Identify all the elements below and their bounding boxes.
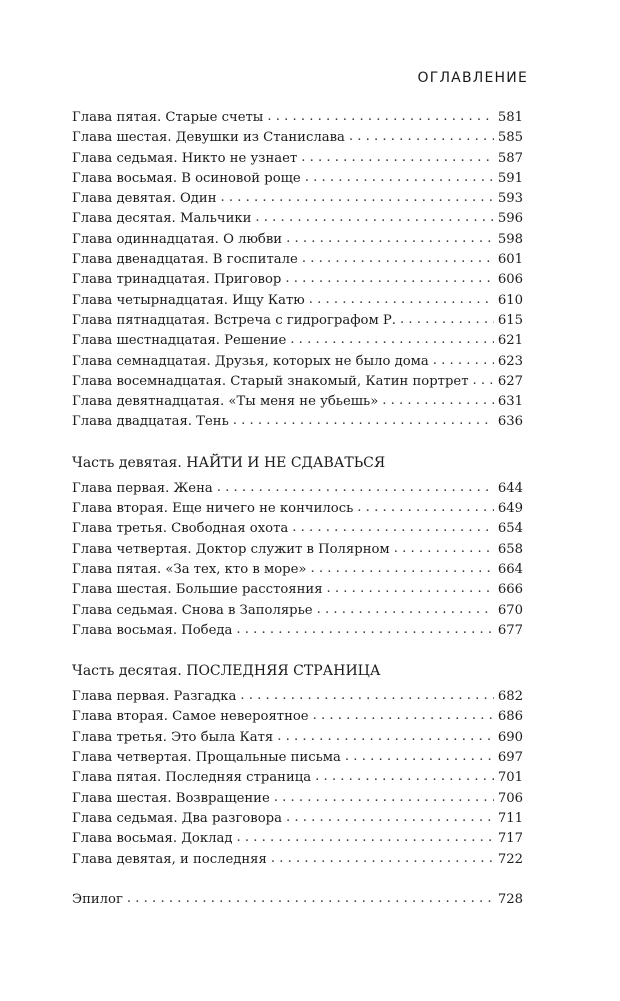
toc-entry[interactable] — [72, 352, 523, 372]
table-of-contents — [72, 108, 523, 910]
dot-leader — [433, 351, 494, 371]
entry-title: Глава третья. Свободная охота — [72, 521, 289, 537]
toc-entry[interactable] — [72, 829, 523, 849]
toc-entry[interactable] — [72, 540, 523, 560]
toc-entry[interactable] — [72, 768, 523, 788]
entry-page-number: 631 — [497, 394, 523, 410]
entry-title: Глава десятая. Мальчики — [72, 211, 252, 227]
entry-page-number: 690 — [497, 729, 523, 745]
entry-title: Глава вторая. Самое невероятное — [72, 709, 309, 725]
toc-entry[interactable] — [72, 560, 523, 580]
dot-leader — [290, 330, 494, 350]
dot-leader — [221, 188, 494, 208]
dot-leader — [309, 290, 494, 310]
toc-entry[interactable] — [72, 499, 523, 519]
entry-page-number: 623 — [497, 353, 523, 369]
entry-page-number: 585 — [497, 130, 523, 146]
entry-page-number: 627 — [497, 373, 523, 389]
entry-title: Глава седьмая. Два разговора — [72, 810, 282, 826]
dot-leader — [292, 518, 494, 538]
entry-page-number: 591 — [497, 170, 523, 186]
toc-entry[interactable] — [72, 580, 523, 600]
entry-page-number: 601 — [497, 252, 523, 268]
entry-title: Глава седьмая. Снова в Заполярье — [72, 602, 313, 618]
entry-title: Глава девятая. Один — [72, 191, 217, 207]
entry-title: Глава шестая. Большие расстояния — [72, 582, 323, 598]
entry-title: Глава восемнадцатая. Старый знакомый, Катин портрет — [72, 373, 469, 389]
entry-title: Глава двадцатая. Тень — [72, 414, 229, 430]
entry-title: Глава двенадцатая. В госпитале — [72, 252, 298, 268]
toc-entry[interactable] — [72, 209, 523, 229]
part-nine-section — [72, 453, 523, 641]
entry-title: Глава восьмая. В осиновой роще — [72, 170, 301, 186]
dot-leader — [127, 889, 494, 909]
dot-leader — [301, 148, 494, 168]
toc-entry[interactable] — [72, 412, 523, 432]
dot-leader — [286, 229, 494, 249]
dot-leader — [277, 727, 494, 747]
part-eight-entries — [72, 108, 523, 433]
toc-entry[interactable] — [72, 789, 523, 809]
part-ten-title: Часть десятая. ПОСЛЕДНЯЯ СТРАНИЦА — [72, 663, 381, 680]
entry-title: Глава вторая. Еще ничего не кончилось — [72, 501, 354, 517]
toc-entry[interactable] — [72, 149, 523, 169]
dot-leader — [255, 208, 493, 228]
dot-leader — [302, 249, 494, 269]
entry-page-number: 682 — [497, 689, 523, 705]
dot-leader — [236, 828, 493, 848]
entry-page-number: 670 — [497, 602, 523, 618]
entry-page-number: 587 — [497, 150, 523, 166]
dot-leader — [217, 478, 494, 498]
dot-leader — [317, 600, 494, 620]
toc-entry[interactable] — [72, 169, 523, 189]
toc-entry[interactable] — [72, 601, 523, 621]
dot-leader — [240, 686, 493, 706]
part-eight-section — [72, 108, 523, 433]
entry-page-number: 593 — [497, 191, 523, 207]
entry-page-number: 706 — [497, 790, 523, 806]
entry-page-number: 654 — [497, 521, 523, 537]
toc-entry[interactable] — [72, 250, 523, 270]
entry-page-number: 697 — [497, 750, 523, 766]
entry-title: Глава четырнадцатая. Ищу Катю — [72, 292, 305, 308]
dot-leader — [327, 579, 494, 599]
dot-leader — [271, 849, 494, 869]
entry-page-number: 610 — [497, 292, 523, 308]
dot-leader — [236, 620, 493, 640]
dot-leader — [349, 127, 494, 147]
dot-leader — [305, 168, 494, 188]
entry-title: Глава пятнадцатая. Встреча с гидрографом Р. — [72, 312, 396, 328]
dot-leader — [233, 411, 494, 431]
toc-entry[interactable] — [72, 728, 523, 748]
part-nine-entries — [72, 479, 523, 641]
entry-title: Глава восьмая. Победа — [72, 622, 233, 638]
entry-page-number: 615 — [497, 312, 523, 328]
dot-leader — [267, 107, 494, 127]
entry-page-number: 649 — [497, 501, 523, 517]
entry-title: Глава девятая, и последняя — [72, 851, 267, 867]
entry-title: Глава девятнадцатая. «Ты меня не убьешь» — [72, 394, 379, 410]
toc-entry[interactable] — [72, 809, 523, 829]
toc-entry[interactable] — [72, 311, 523, 331]
entry-title: Глава шестнадцатая. Решение — [72, 333, 287, 349]
toc-entry[interactable] — [72, 687, 523, 707]
entry-title: Эпилог — [72, 891, 123, 907]
toc-entry[interactable] — [72, 748, 523, 768]
dot-leader — [473, 371, 494, 391]
part-ten-section — [72, 661, 523, 870]
dot-leader — [313, 706, 494, 726]
dot-leader — [274, 788, 494, 808]
entry-page-number: 664 — [497, 561, 523, 577]
toc-entry[interactable] — [72, 189, 523, 209]
dot-leader — [310, 559, 493, 579]
entry-page-number: 636 — [497, 414, 523, 430]
entry-page-number: 596 — [497, 211, 523, 227]
entry-page-number: 621 — [497, 333, 523, 349]
entry-page-number: 598 — [497, 231, 523, 247]
dot-leader — [315, 767, 494, 787]
dot-leader — [345, 747, 494, 767]
entry-page-number: 711 — [497, 810, 523, 826]
toc-entry[interactable] — [72, 707, 523, 727]
toc-entry[interactable] — [72, 621, 523, 641]
toc-entry[interactable] — [72, 479, 523, 499]
entry-page-number: 722 — [497, 851, 523, 867]
entry-page-number: 658 — [497, 541, 523, 557]
entry-page-number: 644 — [497, 480, 523, 496]
entry-title: Глава восьмая. Доклад — [72, 831, 233, 847]
entry-title: Глава шестая. Возвращение — [72, 790, 270, 806]
toc-entry[interactable] — [72, 372, 523, 392]
dot-leader — [394, 539, 494, 559]
entry-page-number: 606 — [497, 272, 523, 288]
entry-page-number: 701 — [497, 770, 523, 786]
entry-page-number: 677 — [497, 622, 523, 638]
entry-title: Глава первая. Разгадка — [72, 689, 237, 705]
toc-entry[interactable] — [72, 519, 523, 539]
entry-page-number: 686 — [497, 709, 523, 725]
part-nine-title: Часть девятая. НАЙТИ И НЕ СДАВАТЬСЯ — [72, 454, 386, 471]
part-ten-entries — [72, 687, 523, 870]
entry-page-number: 581 — [497, 110, 523, 125]
entry-title: Глава пятая. «За тех, кто в море» — [72, 561, 307, 577]
toc-entry[interactable] — [72, 291, 523, 311]
entry-page-number: 717 — [497, 831, 523, 847]
dot-leader — [285, 269, 493, 289]
toc-entry-epilogue[interactable] — [72, 890, 523, 910]
page-header: ОГЛАВЛЕНИЕ — [417, 70, 528, 86]
entry-page-number: 728 — [497, 891, 523, 907]
entry-page-number: 666 — [497, 582, 523, 598]
entry-title: Глава тринадцатая. Приговор — [72, 272, 282, 288]
entry-title: Глава третья. Это была Катя — [72, 729, 274, 745]
entry-title: Глава седьмая. Никто не узнает — [72, 150, 298, 166]
toc-entry[interactable] — [72, 850, 523, 870]
toc-entry[interactable] — [72, 392, 523, 412]
entry-title: Глава семнадцатая. Друзья, которых не было дома — [72, 353, 429, 369]
dot-leader — [382, 391, 494, 411]
entry-title: Глава первая. Жена — [72, 480, 213, 496]
entry-title: Глава пятая. Последняя страница — [72, 770, 312, 786]
entry-title: Глава четвертая. Доктор служит в Полярном — [72, 541, 390, 557]
toc-entry[interactable] — [72, 128, 523, 148]
toc-entry[interactable] — [72, 230, 523, 250]
entry-title: Глава четвертая. Прощальные письма — [72, 750, 341, 766]
toc-entry[interactable] — [72, 331, 523, 351]
dot-leader — [286, 808, 494, 828]
entry-title: Глава пятая. Старые счеты — [72, 110, 264, 125]
entry-title: Глава шестая. Девушки из Станислава — [72, 130, 345, 146]
toc-entry[interactable] — [72, 270, 523, 290]
entry-title: Глава одиннадцатая. О любви — [72, 231, 283, 247]
dot-leader — [357, 498, 494, 518]
dot-leader — [400, 310, 494, 330]
toc-entry[interactable] — [72, 108, 523, 128]
